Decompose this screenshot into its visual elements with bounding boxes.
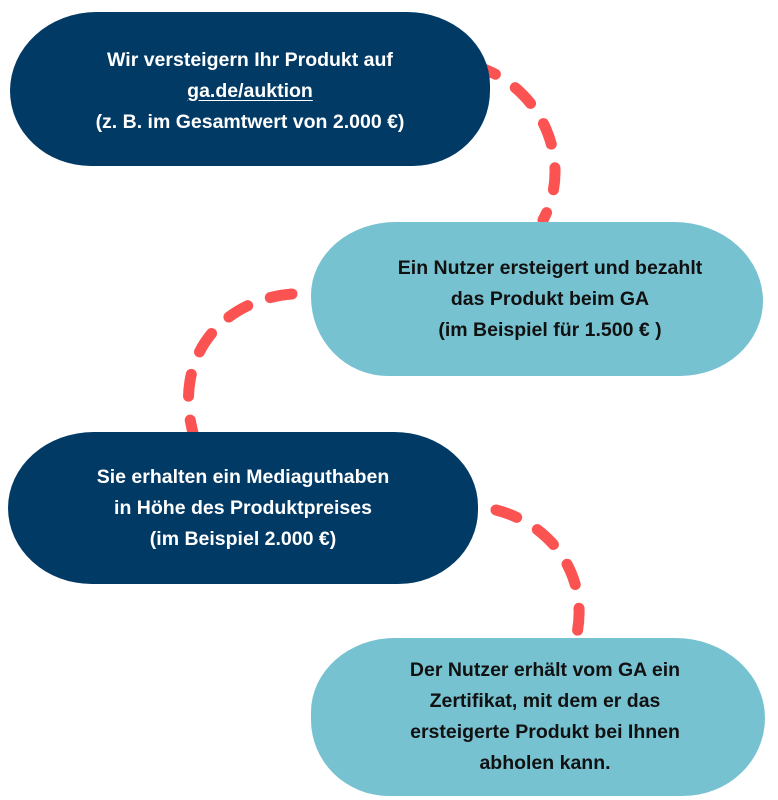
step-3-line-3: (im Beispiel 2.000 €) <box>149 527 337 550</box>
auction-link[interactable]: ga.de/auktion <box>187 79 313 102</box>
step-2-line-3: (im Beispiel für 1.500 € ) <box>438 318 662 341</box>
step-2-line-1: Ein Nutzer ersteigert und bezahlt <box>397 256 703 279</box>
step-2-purchase-box <box>311 222 763 376</box>
step-4-certificate-box <box>311 638 765 796</box>
step-4-line-2: Zertifikat, mit dem er das <box>429 690 661 712</box>
step-1-line-1: Wir versteigern Ihr Produkt auf <box>107 48 393 71</box>
step-3-line-2: in Höhe des Produktpreises <box>114 496 372 519</box>
step-1-line-3: (z. B. im Gesamtwert von 2.000 €) <box>95 110 405 133</box>
step-4-line-1: Der Nutzer erhält vom GA ein <box>409 659 681 681</box>
step-2-line-2: das Produkt beim GA <box>450 287 650 310</box>
step-4-line-3: ersteigerte Produkt bei Ihnen <box>410 721 680 743</box>
step-1-auction-box <box>10 12 490 166</box>
connector-step3-to-step4 <box>496 510 579 638</box>
step-3-credit-box <box>8 432 478 584</box>
step-4-line-4: abholen kann. <box>479 752 611 774</box>
connector-step2-to-step3 <box>188 294 292 440</box>
step-3-line-1: Sie erhalten ein Mediaguthaben <box>96 465 390 488</box>
